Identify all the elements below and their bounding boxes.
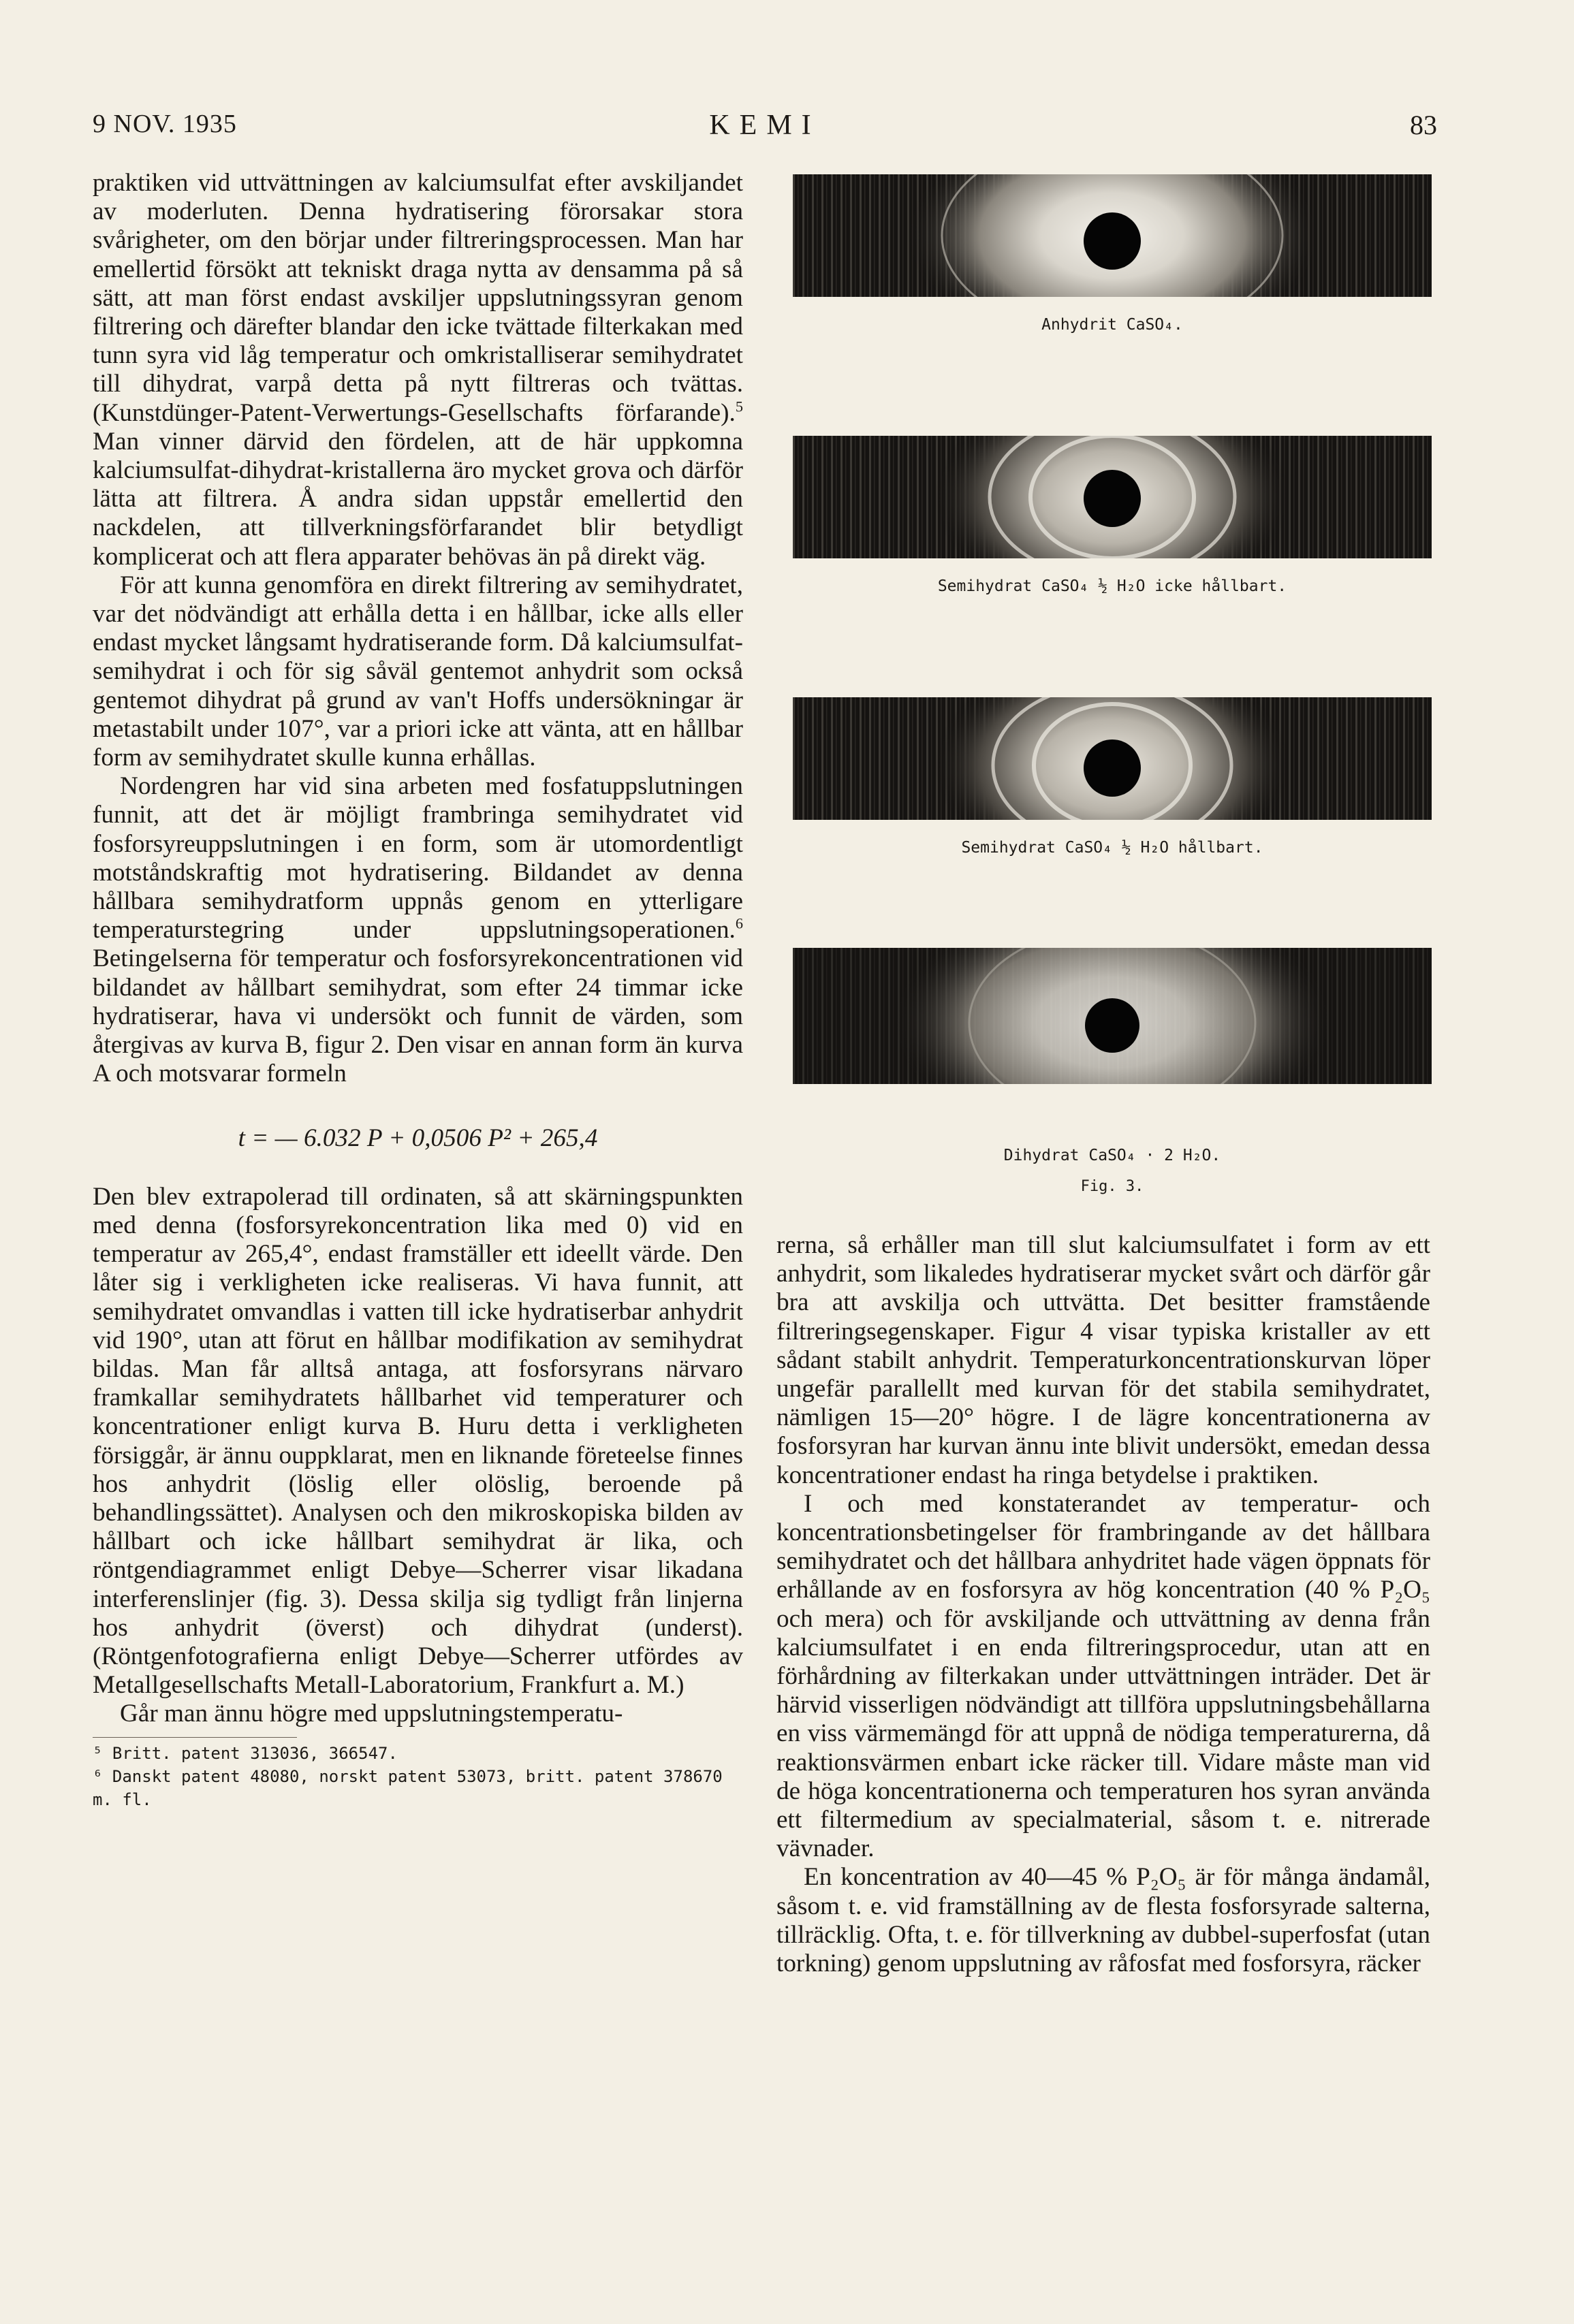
paragraph: Den blev extrapolerad till ordinaten, så att skärningspunkten med denna (fosforsyrekoncentration lika med 0) vid en temperatur av 265,4°, endast framställer ett ideellt värde. Den låter sig i verkligheten icke realiseras. Vi hava funnit, att semihydratet omvandlas i vatten till icke hydratiserbar anhydrit vid 190°, utan att förut en hållbar modifikation av semihydrat bildas. Man får alltså antaga, att fosforsyrans närvaro framkallar semihydratets hållbarhet vid temperaturer och koncentrationer enligt kurva B. Huru detta i verkligheten försiggår, är ännu ouppklarat, men en liknande företeelse finnes hos anhydrit (löslig eller olöslig, beroende på behandlingssättet). Analysen och den mikroskopiska bilden av hållbart och icke hållbart semihydrat är lika, och röntgendiagrammet enligt Debye—Scherrer visar likadana interferenslinjer (fig. 3). Dessa skilja sig tydligt från linjerna hos anhydrit (överst) och dihydrat (underst). (Röntgenfotografierna enligt Debye—Scherrer utfördes av Metallgesellschafts Metall-Laboratorium, Frankfurt a. M.) bbox=[93, 1182, 743, 1700]
footnote-ref: 5 bbox=[735, 398, 743, 415]
footnote-6: ⁶ Danskt patent 48080, norskt patent 53073, britt. patent 378670 m. fl. bbox=[93, 1766, 723, 1809]
right-column bbox=[776, 1231, 1430, 1978]
paragraph: I och med konstaterandet av temperatur- och koncentrationsbetingelser för frambringande av det hållbara semihydratet och det hållbara anhydritet hade vägen öppnats för erhållande av en fosforsyra av hög koncentration (40 % P₂O₅ och mera) och för avskiljande och uttvättning av denna från kalciumsulfatet i en enda filtreringsprocedur, utan att en förhårdning av filterkakan under uttvättningen inträder. Det är härvid visserligen nödvändigt att tillföra uppslutningsbehållarna en viss värmemängd för att uppnå de nödiga temperaturerna, då reaktionsvärmen enbart icke räcker till. Vidare måste man vid de höga koncentrationerna och temperaturen hos syran använda ett filtermedium av specialmaterial, såsom t. e. nitrerade vävnader. bbox=[776, 1489, 1430, 1863]
footnote-divider bbox=[93, 1737, 297, 1742]
paragraph-text: praktiken vid uttvättningen av kalciumsulfat efter avskiljandet av moderluten. Denna hydratisering förorsakar stora svårigheter, om den börjar under filtreringsprocessen. Man har emellertid försökt att tekniskt draga nytta av densamma på så sätt, att man först endast avskiljer uppslutningssyran genom filtrering och därefter blandar den icke tvättade filterkakan med tunn syra vid låg temperatur och omkristalliserar semihydratet till dihydrat, varpå detta på nytt filtreras och tvättas. (Kunstdünger-Patent-Verwertungs-Gesellschafts förfarande). bbox=[93, 169, 743, 427]
issue-date: 9 NOV. 1935 bbox=[93, 110, 237, 138]
paragraph-text: Man vinner därvid den fördelen, att de här uppkomna kalciumsulfat-dihydrat-kristallerna äro mycket grova och därför lätta att filtrera. Å andra sidan uppstår emellertid den nackdelen, att tillverkningsförfarandet blir betydligt komplicerat och att flera apparater behövas än på direkt väg. bbox=[93, 427, 743, 571]
xray-panel bbox=[793, 436, 1432, 558]
paragraph: En koncentration av 40—45 % P₂O₅ är för många ändamål, såsom t. e. vid framställning av de flesta fosforsyrade salterna, tillräcklig. Ofta, t. e. för tillverkning av dubbel-superfosfat (utan torkning) genom uppslutning av råfosfat med fosforsyra, räcker bbox=[776, 1863, 1430, 1978]
page-header bbox=[93, 109, 1437, 150]
paragraph bbox=[93, 772, 743, 1088]
xray-panel bbox=[793, 697, 1432, 820]
caption-semihydrat-stable: Semihydrat CaSO₄ ½ H₂O hållbart. bbox=[961, 839, 1263, 857]
left-column bbox=[93, 169, 743, 1811]
paragraph-text: Nordengren har vid sina arbeten med fosfatuppslutningen funnit, att det är möjligt frambringa semihydratet vid fosforsyreuppslutningen i en form, som är utomordentligt motståndskraftig mot hydratisering. Bildandet av denna hållbara semihydratform uppnås genom en ytterligare temperaturstegring under uppslutningsoperationen. bbox=[93, 772, 743, 944]
caption-semihydrat-unstable: Semihydrat CaSO₄ ½ H₂O icke hållbart. bbox=[937, 577, 1287, 595]
caption-dihydrat: Dihydrat CaSO₄ · 2 H₂O. bbox=[1003, 1147, 1221, 1164]
xray-figure-semihydrat-stable bbox=[793, 697, 1432, 858]
paragraph: Går man ännu högre med uppslutningstemperatu- bbox=[120, 1700, 623, 1728]
xray-figure-semihydrat-unstable bbox=[793, 436, 1432, 596]
journal-title: KEMI bbox=[709, 110, 821, 141]
paragraph: rerna, så erhåller man till slut kalciumsulfatet i form av ett anhydrit, som likaledes hydratiserar mycket svårt och därför går bra att avskilja och uttvätta. Det besitter framstående filtreringsegenskaper. Figur 4 visar typiska kristaller av ett sådant stabilt anhydrit. Temperaturkoncentrationskurvan löper ungefär parallellt med kurvan för det stabila semihydratet, nämligen 15—20° högre. I de lägre koncentrationerna av fosforsyran har kurvan ännu inte blivit undersökt, emedan dessa koncentrationer endast ha ringa betydelse i praktiken. bbox=[776, 1231, 1430, 1489]
xray-panel bbox=[793, 948, 1432, 1084]
page-number: 83 bbox=[1410, 110, 1437, 140]
caption-anhydrit: Anhydrit CaSO₄. bbox=[1041, 316, 1183, 334]
xray-figure-dihydrat bbox=[793, 948, 1432, 1166]
figure-number: Fig. 3. bbox=[1080, 1178, 1144, 1195]
paragraph: För att kunna genomföra en direkt filtrering av semihydratet, var det nödvändigt att erhålla detta i en hållbar, icke alls eller endast mycket långsamt hydratiserande form. Då kalciumsulfat-semihydrat i och för sig såväl gentemot anhydrit som också gentemot dihydrat på grund av van't Hoffs undersökningar är metastabilt under 107°, var a priori icke att vänta, att en hållbar form av semihydratet skulle kunna erhållas. bbox=[93, 571, 743, 772]
xray-panel bbox=[793, 174, 1432, 297]
paragraph bbox=[93, 169, 743, 571]
xray-figure-anhydrit bbox=[793, 174, 1432, 335]
formula: t = — 6.032 P + 0,0506 P² + 265,4 bbox=[238, 1124, 598, 1152]
footnote-ref: 6 bbox=[735, 914, 743, 932]
paragraph-text: Betingelserna för temperatur och fosforsyrekoncentrationen vid bildandet av hållbart semihydrat, som efter 24 timmar icke hydratiserar, hava vi undersökt och funnit de värden, som återgivas av kurva B, figur 2. Den visar en annan form än kurva A och motsvarar formeln bbox=[93, 944, 743, 1088]
footnote-5: ⁵ Britt. patent 313036, 366547. bbox=[93, 1743, 398, 1763]
